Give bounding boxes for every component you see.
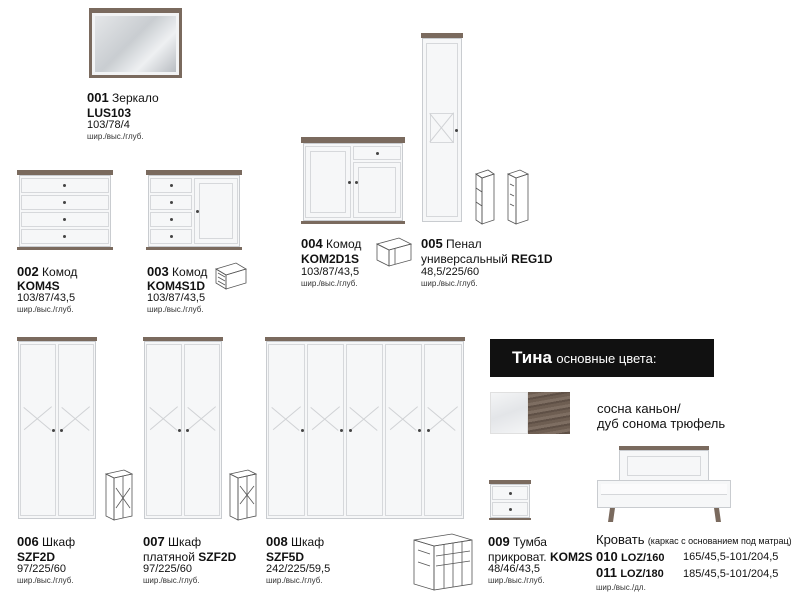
item-002-caption: 002 Комод — [17, 264, 78, 279]
item-005-caption-2: универсальный REG1D — [421, 252, 553, 266]
bed-row-011-dims: 185/45,5-101/204,5 — [683, 568, 779, 580]
reg1d-lineart-icon — [472, 168, 536, 226]
item-009-caption: 009 Тумба — [488, 534, 547, 549]
item-006-code: SZF2D — [17, 550, 56, 564]
chest-kom4s-image — [17, 170, 113, 252]
kom4s1d-lineart-icon — [214, 261, 248, 291]
wardrobe-008-image — [265, 337, 465, 521]
item-007-caption-2: платяной SZF2D — [143, 550, 237, 564]
item-001-dims: 103/78/4 — [87, 119, 130, 131]
item-008-caption: 008 Шкаф — [266, 534, 325, 549]
kom2d1s-lineart-icon — [375, 236, 413, 268]
nightstand-kom2s-image — [489, 480, 531, 520]
szf2d-lineart-icon — [104, 468, 134, 522]
item-001-code: LUS103 — [87, 106, 132, 120]
bed-hint: шир./выс./дл. — [596, 583, 646, 592]
item-004-hint: шир./выс./глуб. — [301, 279, 358, 288]
item-004-dims: 103/87/43,5 — [301, 266, 360, 278]
item-002-dims: 103/87/43,5 — [17, 292, 76, 304]
tall-cabinet-reg1d-image — [421, 33, 463, 225]
color-name-1: сосна каньон/ — [597, 401, 681, 416]
swatch-light — [490, 392, 528, 434]
item-005-caption: 005 Пенал — [421, 236, 482, 251]
bed-note: (каркас с основанием под матрац) — [647, 536, 792, 546]
item-002-code: KOM4S — [17, 279, 60, 293]
item-006-dims: 97/225/60 — [17, 563, 66, 575]
item-004-code: KOM2D1S — [301, 252, 360, 266]
item-006-caption: 006 Шкаф — [17, 534, 76, 549]
item-008-dims: 242/225/59,5 — [266, 563, 331, 575]
color-name-2: дуб сонома трюфель — [597, 416, 726, 431]
item-005-dims: 48,5/225/60 — [421, 266, 480, 278]
bed-row-010: 010 LOZ/160 — [596, 549, 665, 564]
item-003-hint: шир./выс./глуб. — [147, 305, 204, 314]
item-003-code: KOM4S1D — [147, 279, 206, 293]
swatch-dark — [528, 392, 570, 434]
item-003-caption: 003 Комод — [147, 264, 208, 279]
mirror-image — [89, 8, 182, 78]
item-001-caption: 001 Зеркало — [87, 90, 159, 105]
item-008-hint: шир./выс./глуб. — [266, 576, 323, 585]
bed-title: Кровать — [596, 532, 645, 547]
bed-image — [597, 446, 731, 524]
item-008-code: SZF5D — [266, 550, 305, 564]
item-007-hint: шир./выс./глуб. — [143, 576, 200, 585]
colors-header — [490, 339, 714, 377]
item-007-dims: 97/225/60 — [143, 563, 192, 575]
item-007-caption: 007 Шкаф — [143, 534, 202, 549]
item-009-caption-2: прикроват. KOM2S — [488, 550, 593, 564]
item-009-dims: 48/46/43,5 — [488, 563, 540, 575]
chest-kom4s1d-image — [146, 170, 242, 252]
bed-title-line — [596, 533, 792, 548]
item-005-hint: шир./выс./глуб. — [421, 279, 478, 288]
wardrobe-007-image — [143, 337, 223, 521]
wardrobe-006-image — [17, 337, 97, 521]
item-002-hint: шир./выс./глуб. — [17, 305, 74, 314]
szf5d-lineart-icon — [412, 532, 474, 592]
szf2d-alt-lineart-icon — [228, 468, 258, 522]
item-006-hint: шир./выс./глуб. — [17, 576, 74, 585]
bed-row-010-dims: 165/45,5-101/204,5 — [683, 551, 779, 563]
item-004-caption: 004 Комод — [301, 236, 362, 251]
bed-row-011: 011 LOZ/180 — [596, 565, 664, 580]
colors-title-bold: Тина — [512, 348, 552, 367]
item-009-hint: шир./выс./глуб. — [488, 576, 545, 585]
colors-title-rest: основные цвета: — [556, 351, 657, 366]
item-001-hint: шир./выс./глуб. — [87, 132, 144, 141]
chest-kom2d1s-image — [301, 137, 405, 225]
item-003-dims: 103/87/43,5 — [147, 292, 206, 304]
